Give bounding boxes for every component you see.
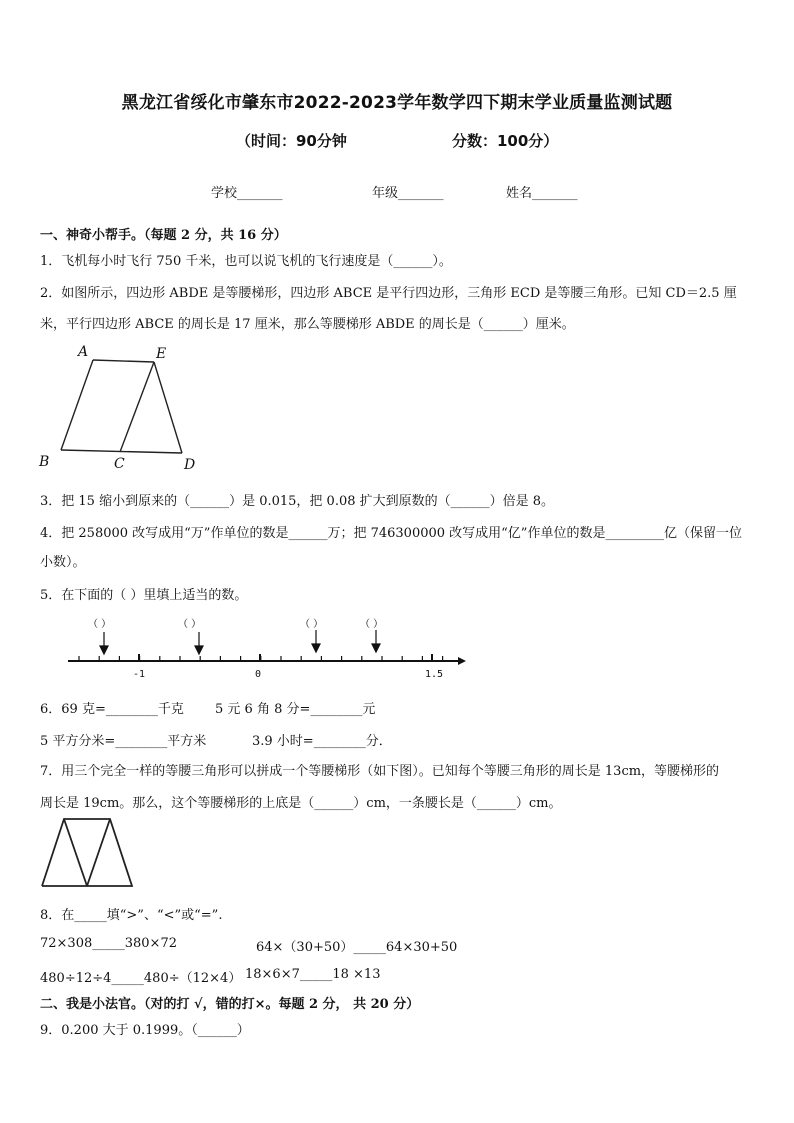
- arrow-4: [372, 644, 380, 652]
- question-8-a: 72×308_____380×72: [40, 936, 177, 951]
- arrow-2: [195, 646, 203, 654]
- label-a: A: [78, 344, 89, 360]
- arrow-3: [312, 644, 320, 652]
- inner-edge-2: [87, 819, 110, 886]
- question-6-d: 3.9 小时=________分．: [252, 734, 392, 749]
- school-field: 学校_______: [211, 186, 283, 201]
- blank-4: （ ）: [360, 619, 384, 630]
- blank-1: （ ）: [88, 619, 112, 630]
- question-6-a: 6．69 克=________千克: [40, 702, 184, 717]
- edge-ec: [120, 362, 154, 452]
- question-7-line-1: 7．用三个完全一样的等腰三角形可以拼成一个等腰梯形（如下图）。已知每个等腰三角形的周长是 13cm，等腰梯形的: [40, 764, 720, 779]
- triangles-trapezoid-figure: [38, 814, 138, 892]
- blank-2: （ ）: [178, 619, 202, 630]
- number-line: [60, 612, 480, 682]
- arrow-1: [100, 646, 108, 654]
- question-6-c: 5 平方分米=________平方米: [40, 734, 207, 749]
- inner-edge-1: [64, 819, 87, 886]
- label-c: C: [114, 456, 125, 472]
- label-d: D: [184, 457, 196, 473]
- question-4-line-1: 4．把 258000 改写成用“万”作单位的数是______万；把 746300000 改写成用“亿”作单位的数是_________亿（保留一位: [40, 526, 742, 541]
- edge-ae: [93, 360, 154, 362]
- trapezoid-outline: [42, 819, 132, 886]
- section-1-heading: 一、神奇小帮手。（每题 2 分，共 16 分）: [40, 228, 287, 243]
- grade-field: 年级_______: [372, 186, 444, 201]
- question-7-line-2: 周长是 19cm。那么，这个等腰梯形的上底是（______）cm，一条腰长是（______）cm。: [40, 796, 562, 811]
- question-8-c: 480÷12÷4_____480÷（12×4）: [40, 971, 242, 986]
- axis-arrowhead: [458, 657, 466, 665]
- blank-3: （ ）: [300, 619, 324, 630]
- name-field: 姓名_______: [506, 186, 578, 201]
- question-8-b: 64×（30+50）_____64×30+50: [256, 940, 458, 955]
- question-8: 8．在_____填“>”、“<”或“=”.: [40, 908, 223, 923]
- label-b: B: [39, 454, 50, 470]
- time-label: （时间：90分钟: [236, 132, 347, 150]
- tick-label-0: 0: [255, 669, 262, 680]
- label-e: E: [156, 346, 167, 362]
- edge-bd: [61, 450, 182, 453]
- question-1: 1．飞机每小时飞行 750 千米，也可以说飞机的飞行速度是（______）。: [40, 254, 452, 269]
- question-2-line-1: 2．如图所示，四边形 ABDE 是等腰梯形，四边形 ABCE 是平行四边形，三角形 ECD 是等腰三角形。已知 CD＝2.5 厘: [40, 286, 737, 301]
- section-2-heading: 二、我是小法官。（对的打 √，错的打×。每题 2 分， 共 20 分）: [40, 997, 420, 1012]
- question-3: 3．把 15 缩小到原来的（______）是 0.015，把 0.08 扩大到原数的（______）倍是 8。: [40, 494, 555, 509]
- score-label: 分数：100分）: [452, 132, 559, 150]
- edge-ab: [61, 360, 93, 450]
- question-6-b: 5 元 6 角 8 分=________元: [215, 702, 376, 717]
- trapezoid-figure: [30, 340, 210, 475]
- page-title: 黑龙江省绥化市肇东市2022-2023学年数学四下期末学业质量监测试题: [121, 93, 673, 113]
- question-9: 9．0.200 大于 0.1999。（______）: [40, 1023, 250, 1038]
- tick-label-neg1: -1: [133, 669, 146, 680]
- edge-ed: [154, 362, 182, 453]
- question-2-line-2: 米，平行四边形 ABCE 的周长是 17 厘米，那么等腰梯形 ABDE 的周长是（______）厘米。: [40, 317, 575, 332]
- question-5: 5．在下面的（ ）里填上适当的数。: [40, 588, 248, 603]
- question-4-line-2: 小数）。: [40, 555, 86, 570]
- question-8-d: 18×6×7_____18 ×13: [245, 967, 381, 982]
- tick-label-1-5: 1.5: [425, 669, 444, 680]
